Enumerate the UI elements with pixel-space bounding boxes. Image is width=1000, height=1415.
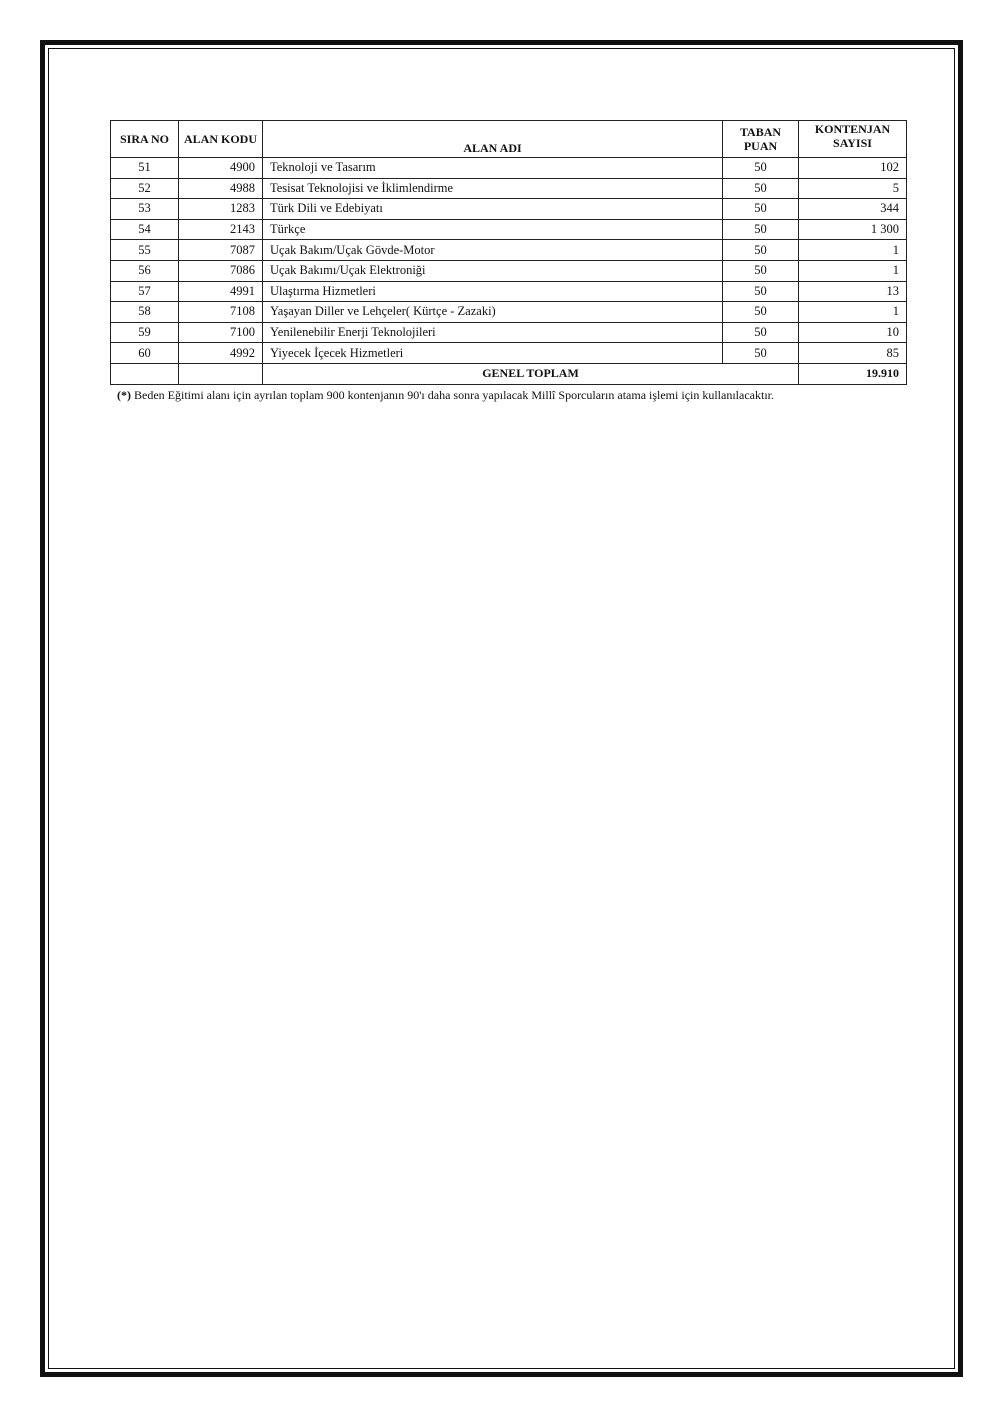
table-row [111, 260, 907, 281]
header-sira-no: SIRA NO [111, 121, 179, 158]
cell-sira: 52 [111, 178, 179, 199]
cell-puan: 50 [723, 343, 799, 364]
cell-puan: 50 [723, 302, 799, 323]
cell-ad: Teknoloji ve Tasarım [263, 158, 723, 179]
header-kontenjan-sayisi: KONTENJAN SAYISI [799, 121, 907, 158]
cell-sira: 58 [111, 302, 179, 323]
cell-kontenjan: 1 [799, 240, 907, 261]
cell-kontenjan: 10 [799, 322, 907, 343]
cell-kontenjan: 344 [799, 199, 907, 220]
cell-puan: 50 [723, 240, 799, 261]
total-value: 19.910 [799, 363, 907, 384]
footnote-mark: (*) [117, 387, 131, 402]
cell-kontenjan: 1 [799, 260, 907, 281]
footnote [110, 387, 797, 403]
cell-ad: Türkçe [263, 219, 723, 240]
table-row [111, 199, 907, 220]
cell-kod: 7086 [179, 260, 263, 281]
cell-kod: 4988 [179, 178, 263, 199]
table-row [111, 178, 907, 199]
cell-ad: Türk Dili ve Edebiyatı [263, 199, 723, 220]
table-row [111, 240, 907, 261]
cell-kod: 4991 [179, 281, 263, 302]
cell-puan: 50 [723, 219, 799, 240]
header-taban-puan: TABAN PUAN [723, 121, 799, 158]
cell-kod: 4992 [179, 343, 263, 364]
cell-sira: 56 [111, 260, 179, 281]
cell-puan: 50 [723, 199, 799, 220]
cell-sira: 57 [111, 281, 179, 302]
cell-sira: 55 [111, 240, 179, 261]
cell-puan: 50 [723, 281, 799, 302]
cell-kod: 7087 [179, 240, 263, 261]
cell-sira: 51 [111, 158, 179, 179]
cell-kod: 2143 [179, 219, 263, 240]
cell-ad: Yenilenebilir Enerji Teknolojileri [263, 322, 723, 343]
cell-sira: 54 [111, 219, 179, 240]
table-row [111, 343, 907, 364]
cell-ad: Yaşayan Diller ve Lehçeler( Kürtçe - Zazaki) [263, 302, 723, 323]
document-content [110, 120, 906, 403]
cell-puan: 50 [723, 178, 799, 199]
total-empty-cell [179, 363, 263, 384]
table-row [111, 322, 907, 343]
cell-puan: 50 [723, 260, 799, 281]
table-header-row [111, 121, 907, 158]
table-row [111, 302, 907, 323]
header-alan-kodu: ALAN KODU [179, 121, 263, 158]
cell-puan: 50 [723, 158, 799, 179]
cell-kontenjan: 102 [799, 158, 907, 179]
quota-table [110, 120, 907, 385]
cell-sira: 60 [111, 343, 179, 364]
cell-puan: 50 [723, 322, 799, 343]
cell-ad: Yiyecek İçecek Hizmetleri [263, 343, 723, 364]
table-row [111, 219, 907, 240]
cell-kontenjan: 13 [799, 281, 907, 302]
table-row [111, 158, 907, 179]
cell-kod: 7108 [179, 302, 263, 323]
cell-ad: Ulaştırma Hizmetleri [263, 281, 723, 302]
total-empty-cell [111, 363, 179, 384]
header-alan-adi: ALAN ADI [263, 121, 723, 158]
cell-kontenjan: 1 [799, 302, 907, 323]
cell-kontenjan: 5 [799, 178, 907, 199]
cell-kontenjan: 1 300 [799, 219, 907, 240]
cell-kontenjan: 85 [799, 343, 907, 364]
cell-sira: 53 [111, 199, 179, 220]
footnote-text: Beden Eğitimi alanı için ayrılan toplam 900 kontenjanın 90'ı daha sonra yapılacak Millî Sporcuların atama işlemi için kullanılacaktır. [131, 387, 774, 402]
cell-ad: Tesisat Teknolojisi ve İklimlendirme [263, 178, 723, 199]
cell-ad: Uçak Bakım/Uçak Gövde-Motor [263, 240, 723, 261]
cell-kod: 4900 [179, 158, 263, 179]
total-label: GENEL TOPLAM [263, 363, 799, 384]
cell-kod: 7100 [179, 322, 263, 343]
cell-sira: 59 [111, 322, 179, 343]
table-body [111, 158, 907, 385]
cell-ad: Uçak Bakımı/Uçak Elektroniği [263, 260, 723, 281]
cell-kod: 1283 [179, 199, 263, 220]
total-row [111, 363, 907, 384]
table-row [111, 281, 907, 302]
